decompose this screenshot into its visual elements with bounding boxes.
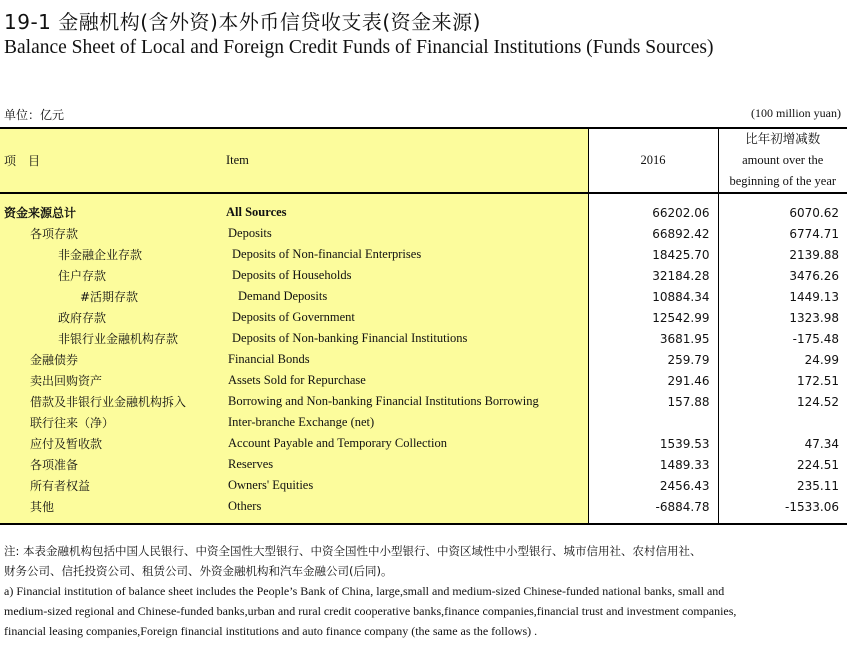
note-en-line-3: financial leasing companies,Foreign financial institutions and auto finance company (the same as the follows) . xyxy=(4,624,538,638)
row-value-2016: 291.46 xyxy=(588,370,718,391)
balance-sheet-table-container xyxy=(0,127,847,525)
note-en-line-1: a) Financial institution of balance sheet includes the People’s Bank of China, large,small and medium-sized Chinese-funded national banks, small and xyxy=(4,584,725,598)
table-row xyxy=(0,328,847,349)
row-value-change: 6070.62 xyxy=(718,202,847,223)
note-en-line-2: medium-sized regional and Chinese-funded banks,urban and rural credit cooperative banks,finance companies,financial trust and investment companies, xyxy=(4,604,737,618)
row-value-change: 1449.13 xyxy=(718,286,847,307)
row-value-2016: 10884.34 xyxy=(588,286,718,307)
page-title-cn: 19-1 金融机构(含外资)本外币信贷收支表(资金来源) xyxy=(4,10,481,34)
row-item-en: Others xyxy=(220,496,588,517)
table-row xyxy=(0,412,847,433)
table-row xyxy=(0,433,847,454)
row-item-en: Deposits of Non-financial Enterprises xyxy=(220,244,588,265)
table-row xyxy=(0,454,847,475)
table-spacer-row xyxy=(0,193,847,202)
footnotes xyxy=(4,541,844,641)
table-row xyxy=(0,265,847,286)
table-bottom-row xyxy=(0,517,847,524)
row-item-en: Owners' Equities xyxy=(220,475,588,496)
table-row xyxy=(0,391,847,412)
row-item-en: Reserves xyxy=(220,454,588,475)
row-value-2016: 18425.70 xyxy=(588,244,718,265)
row-item-cn: 非金融企业存款 xyxy=(0,244,220,265)
row-item-en: Borrowing and Non-banking Financial Institutions Borrowing xyxy=(220,391,588,412)
table-row xyxy=(0,244,847,265)
row-item-cn: 非银行业金融机构存款 xyxy=(0,328,220,349)
table-body xyxy=(0,193,847,524)
row-item-en: Account Payable and Temporary Collection xyxy=(220,433,588,454)
row-item-cn: 资金来源总计 xyxy=(0,202,220,223)
table-header-row xyxy=(0,128,847,193)
balance-sheet-table xyxy=(0,127,847,525)
row-item-cn: 政府存款 xyxy=(0,307,220,328)
header-year: 2016 xyxy=(588,128,718,193)
row-value-2016: 32184.28 xyxy=(588,265,718,286)
row-value-change: -1533.06 xyxy=(718,496,847,517)
row-value-change: 3476.26 xyxy=(718,265,847,286)
row-value-2016: 3681.95 xyxy=(588,328,718,349)
row-value-2016: -6884.78 xyxy=(588,496,718,517)
row-value-2016 xyxy=(588,412,718,433)
row-item-en: Deposits of Households xyxy=(220,265,588,286)
row-value-change: -175.48 xyxy=(718,328,847,349)
row-value-change: 47.34 xyxy=(718,433,847,454)
row-item-en: Assets Sold for Repurchase xyxy=(220,370,588,391)
row-item-en: Demand Deposits xyxy=(220,286,588,307)
row-value-change: 6774.71 xyxy=(718,223,847,244)
row-item-cn: 各项准备 xyxy=(0,454,220,475)
row-item-en: Financial Bonds xyxy=(220,349,588,370)
table-row xyxy=(0,202,847,223)
header-change-en-2: beginning of the year xyxy=(729,174,837,188)
row-item-cn: 所有者权益 xyxy=(0,475,220,496)
row-item-en: All Sources xyxy=(220,202,588,223)
row-value-change: 172.51 xyxy=(718,370,847,391)
row-item-cn: 联行往来（净） xyxy=(0,412,220,433)
row-item-en: Deposits of Government xyxy=(220,307,588,328)
row-value-change: 2139.88 xyxy=(718,244,847,265)
row-item-cn: 金融债券 xyxy=(0,349,220,370)
row-value-change: 24.99 xyxy=(718,349,847,370)
row-value-change: 235.11 xyxy=(718,475,847,496)
header-change-cn: 比年初增减数 xyxy=(745,132,821,146)
row-value-2016: 259.79 xyxy=(588,349,718,370)
header-item-cn: 项 目 xyxy=(0,128,220,193)
row-item-cn: 卖出回购资产 xyxy=(0,370,220,391)
table-row xyxy=(0,370,847,391)
note-cn-line-2: 财务公司、信托投资公司、租赁公司、外资金融机构和汽车金融公司(后同)。 xyxy=(4,564,393,578)
row-item-en: Deposits xyxy=(220,223,588,244)
table-row xyxy=(0,307,847,328)
header-item-en: Item xyxy=(220,128,588,193)
row-value-2016: 2456.43 xyxy=(588,475,718,496)
table-row xyxy=(0,286,847,307)
row-item-cn: 其他 xyxy=(0,496,220,517)
page-title-en: Balance Sheet of Local and Foreign Credit Funds of Financial Institutions (Funds Sources) xyxy=(4,37,714,58)
note-cn-line-1: 注: 本表金融机构包括中国人民银行、中资全国性大型银行、中资全国性中小型银行、中资区域性中小型银行、城市信用社、农村信用社、 xyxy=(4,544,702,558)
row-item-en: Inter-branche Exchange (net) xyxy=(220,412,588,433)
row-value-2016: 1489.33 xyxy=(588,454,718,475)
row-value-2016: 157.88 xyxy=(588,391,718,412)
table-row xyxy=(0,223,847,244)
table-row xyxy=(0,496,847,517)
header-change-en-1: amount over the xyxy=(742,153,824,167)
row-value-2016: 66202.06 xyxy=(588,202,718,223)
table-row xyxy=(0,475,847,496)
header-change xyxy=(718,128,847,193)
row-value-change: 224.51 xyxy=(718,454,847,475)
table-row xyxy=(0,349,847,370)
row-value-change: 124.52 xyxy=(718,391,847,412)
row-item-cn: 各项存款 xyxy=(0,223,220,244)
row-item-cn: 住户存款 xyxy=(0,265,220,286)
row-value-change: 1323.98 xyxy=(718,307,847,328)
row-value-2016: 66892.42 xyxy=(588,223,718,244)
row-value-2016: 1539.53 xyxy=(588,433,718,454)
row-value-2016: 12542.99 xyxy=(588,307,718,328)
row-item-en: Deposits of Non-banking Financial Institutions xyxy=(220,328,588,349)
unit-label-cn: 单位：亿元 xyxy=(4,108,65,122)
row-item-cn: 应付及暂收款 xyxy=(0,433,220,454)
row-value-change xyxy=(718,412,847,433)
row-item-cn: #活期存款 xyxy=(0,286,220,307)
unit-label-en: (100 million yuan) xyxy=(751,106,841,120)
row-item-cn: 借款及非银行业金融机构拆入 xyxy=(0,391,220,412)
